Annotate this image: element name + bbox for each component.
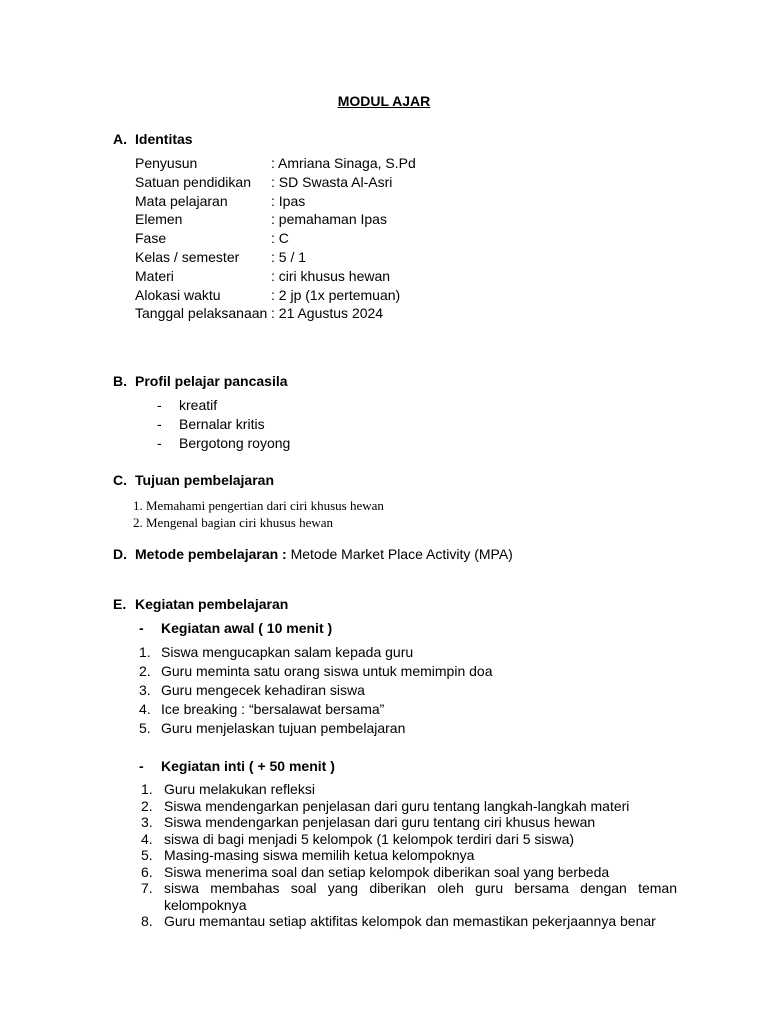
section-title: Tujuan pembelajaran <box>135 472 274 488</box>
section-title: Identitas <box>135 131 193 147</box>
list-item <box>139 719 492 738</box>
list-item-text: Siswa mendengarkan penjelasan dari guru tentang langkah-langkah materi <box>164 797 630 814</box>
list-item <box>141 880 677 913</box>
section-letter: B. <box>113 373 127 389</box>
identity-value: : Amriana Sinaga, S.Pd <box>271 155 416 171</box>
list-number: 6. <box>141 863 153 880</box>
list-item-text: Guru meminta satu orang siswa untuk memimpin doa <box>161 663 493 679</box>
section-letter: A. <box>113 131 127 147</box>
list-item-text: kreatif <box>179 397 218 413</box>
list-item-text: Bernalar kritis <box>179 416 265 432</box>
identity-label: Tanggal pelaksanaan <box>135 305 268 322</box>
list-item-text: siswa di bagi menjadi 5 kelompok (1 kelompok terdiri dari 5 siswa) <box>164 830 575 847</box>
list-number: 5. <box>141 847 153 863</box>
list-item-text: Masing-masing siswa memilih ketua kelompoknya <box>164 847 475 863</box>
list-item <box>141 864 677 881</box>
section-d-heading <box>113 546 513 562</box>
list-number: 3. <box>141 814 153 830</box>
section-c-heading <box>113 472 274 488</box>
section-b-heading <box>113 373 288 389</box>
section-title: Metode pembelajaran : <box>135 546 287 562</box>
identity-row <box>135 210 416 229</box>
list-number: 5. <box>139 720 151 736</box>
section-a-heading <box>113 131 193 147</box>
identity-row <box>135 229 416 248</box>
identity-value: : 5 / 1 <box>271 248 307 265</box>
objective-list <box>133 497 384 531</box>
identity-value: : pemahaman Ipas <box>271 211 387 228</box>
identity-row <box>135 248 416 267</box>
list-item: 1. Memahami pengertian dari ciri khusus hewan <box>133 498 384 513</box>
list-dash: - <box>157 435 162 451</box>
list-item <box>141 831 677 848</box>
list-item-text: Guru memantau setiap aktifitas kelompok dan memastikan pekerjaannya benar <box>164 913 656 929</box>
list-item-text: Siswa menerima soal dan setiap kelompok diberikan soal yang berbeda <box>164 863 610 880</box>
identity-row <box>135 267 416 286</box>
list-item <box>139 681 492 700</box>
identity-label: Elemen <box>135 211 183 228</box>
identity-label: Mata pelajaran <box>135 192 228 209</box>
kegiatan-awal-heading <box>139 620 332 636</box>
list-item-text: siswa membahas soal yang diberikan oleh guru bersama dengan teman kelompoknya <box>164 880 677 913</box>
identity-label: Penyusun <box>135 155 198 171</box>
identity-label: Fase <box>135 230 167 247</box>
list-item <box>157 396 290 415</box>
section-letter: E. <box>113 596 127 612</box>
list-item <box>157 415 290 434</box>
list-item <box>157 434 290 453</box>
list-dash: - <box>139 620 144 636</box>
identity-value: : Ipas <box>271 192 306 209</box>
section-title: Kegiatan pembelajaran <box>135 596 289 612</box>
identity-value: : ciri khusus hewan <box>271 267 391 284</box>
identity-row <box>135 286 416 305</box>
list-item-text: Guru melakukan refleksi <box>164 781 315 797</box>
list-item-text: Bergotong royong <box>179 435 291 451</box>
identity-value: : SD Swasta Al-Asri <box>271 173 393 190</box>
list-item-text: Guru mengecek kehadiran siswa <box>161 682 365 698</box>
list-item <box>141 913 677 930</box>
list-item <box>139 700 492 719</box>
list-dash: - <box>139 758 144 774</box>
identity-label: Satuan pendidikan <box>135 173 251 190</box>
kegiatan-inti-heading <box>139 758 335 774</box>
list-dash: - <box>157 397 162 413</box>
kegiatan-awal-list <box>139 643 492 738</box>
subsection-title: Kegiatan inti ( + 50 menit ) <box>161 758 335 774</box>
list-number: 2. <box>139 663 151 679</box>
list-number: 3. <box>139 682 151 698</box>
document-title: MODUL AJAR <box>337 93 431 109</box>
list-item-text: Guru menjelaskan tujuan pembelajaran <box>161 720 406 736</box>
list-item-text: Siswa mengucapkan salam kepada guru <box>161 644 414 660</box>
identity-row <box>135 173 416 192</box>
list-item-text: Siswa mendengarkan penjelasan dari guru tentang ciri khusus hewan <box>164 814 596 830</box>
list-number: 2. <box>141 797 153 814</box>
method-value: Metode Market Place Activity (MPA) <box>286 546 513 562</box>
list-item <box>141 781 677 798</box>
section-title: Profil pelajar pancasila <box>135 373 288 389</box>
identity-table <box>135 154 416 323</box>
section-e-heading <box>113 596 288 612</box>
identity-label: Kelas / semester <box>135 248 240 265</box>
list-number: 7. <box>141 880 153 896</box>
list-item: 2. Mengenal bagian ciri khusus hewan <box>133 515 334 530</box>
identity-row <box>135 304 416 323</box>
list-number: 4. <box>141 830 153 847</box>
list-item-text: Ice breaking : “bersalawat bersama” <box>161 701 385 717</box>
identity-value: : C <box>271 230 289 247</box>
list-item <box>139 643 492 662</box>
list-item <box>141 847 677 864</box>
list-number: 4. <box>139 701 151 717</box>
profile-list <box>157 396 290 453</box>
identity-value: : 21 Agustus 2024 <box>271 305 384 322</box>
list-number: 1. <box>141 781 153 797</box>
section-letter: D. <box>113 546 127 562</box>
list-dash: - <box>157 416 162 432</box>
identity-row <box>135 192 416 211</box>
list-number: 8. <box>141 913 153 929</box>
section-letter: C. <box>113 472 127 488</box>
identity-label: Alokasi waktu <box>135 286 221 303</box>
list-item <box>141 814 677 831</box>
list-item <box>139 662 492 681</box>
identity-label: Materi <box>135 267 174 284</box>
identity-value: : 2 jp (1x pertemuan) <box>271 286 401 303</box>
list-item <box>141 798 677 815</box>
identity-row <box>135 154 416 173</box>
list-number: 1. <box>139 644 151 660</box>
subsection-title: Kegiatan awal ( 10 menit ) <box>161 620 333 636</box>
kegiatan-inti-list <box>141 781 677 930</box>
